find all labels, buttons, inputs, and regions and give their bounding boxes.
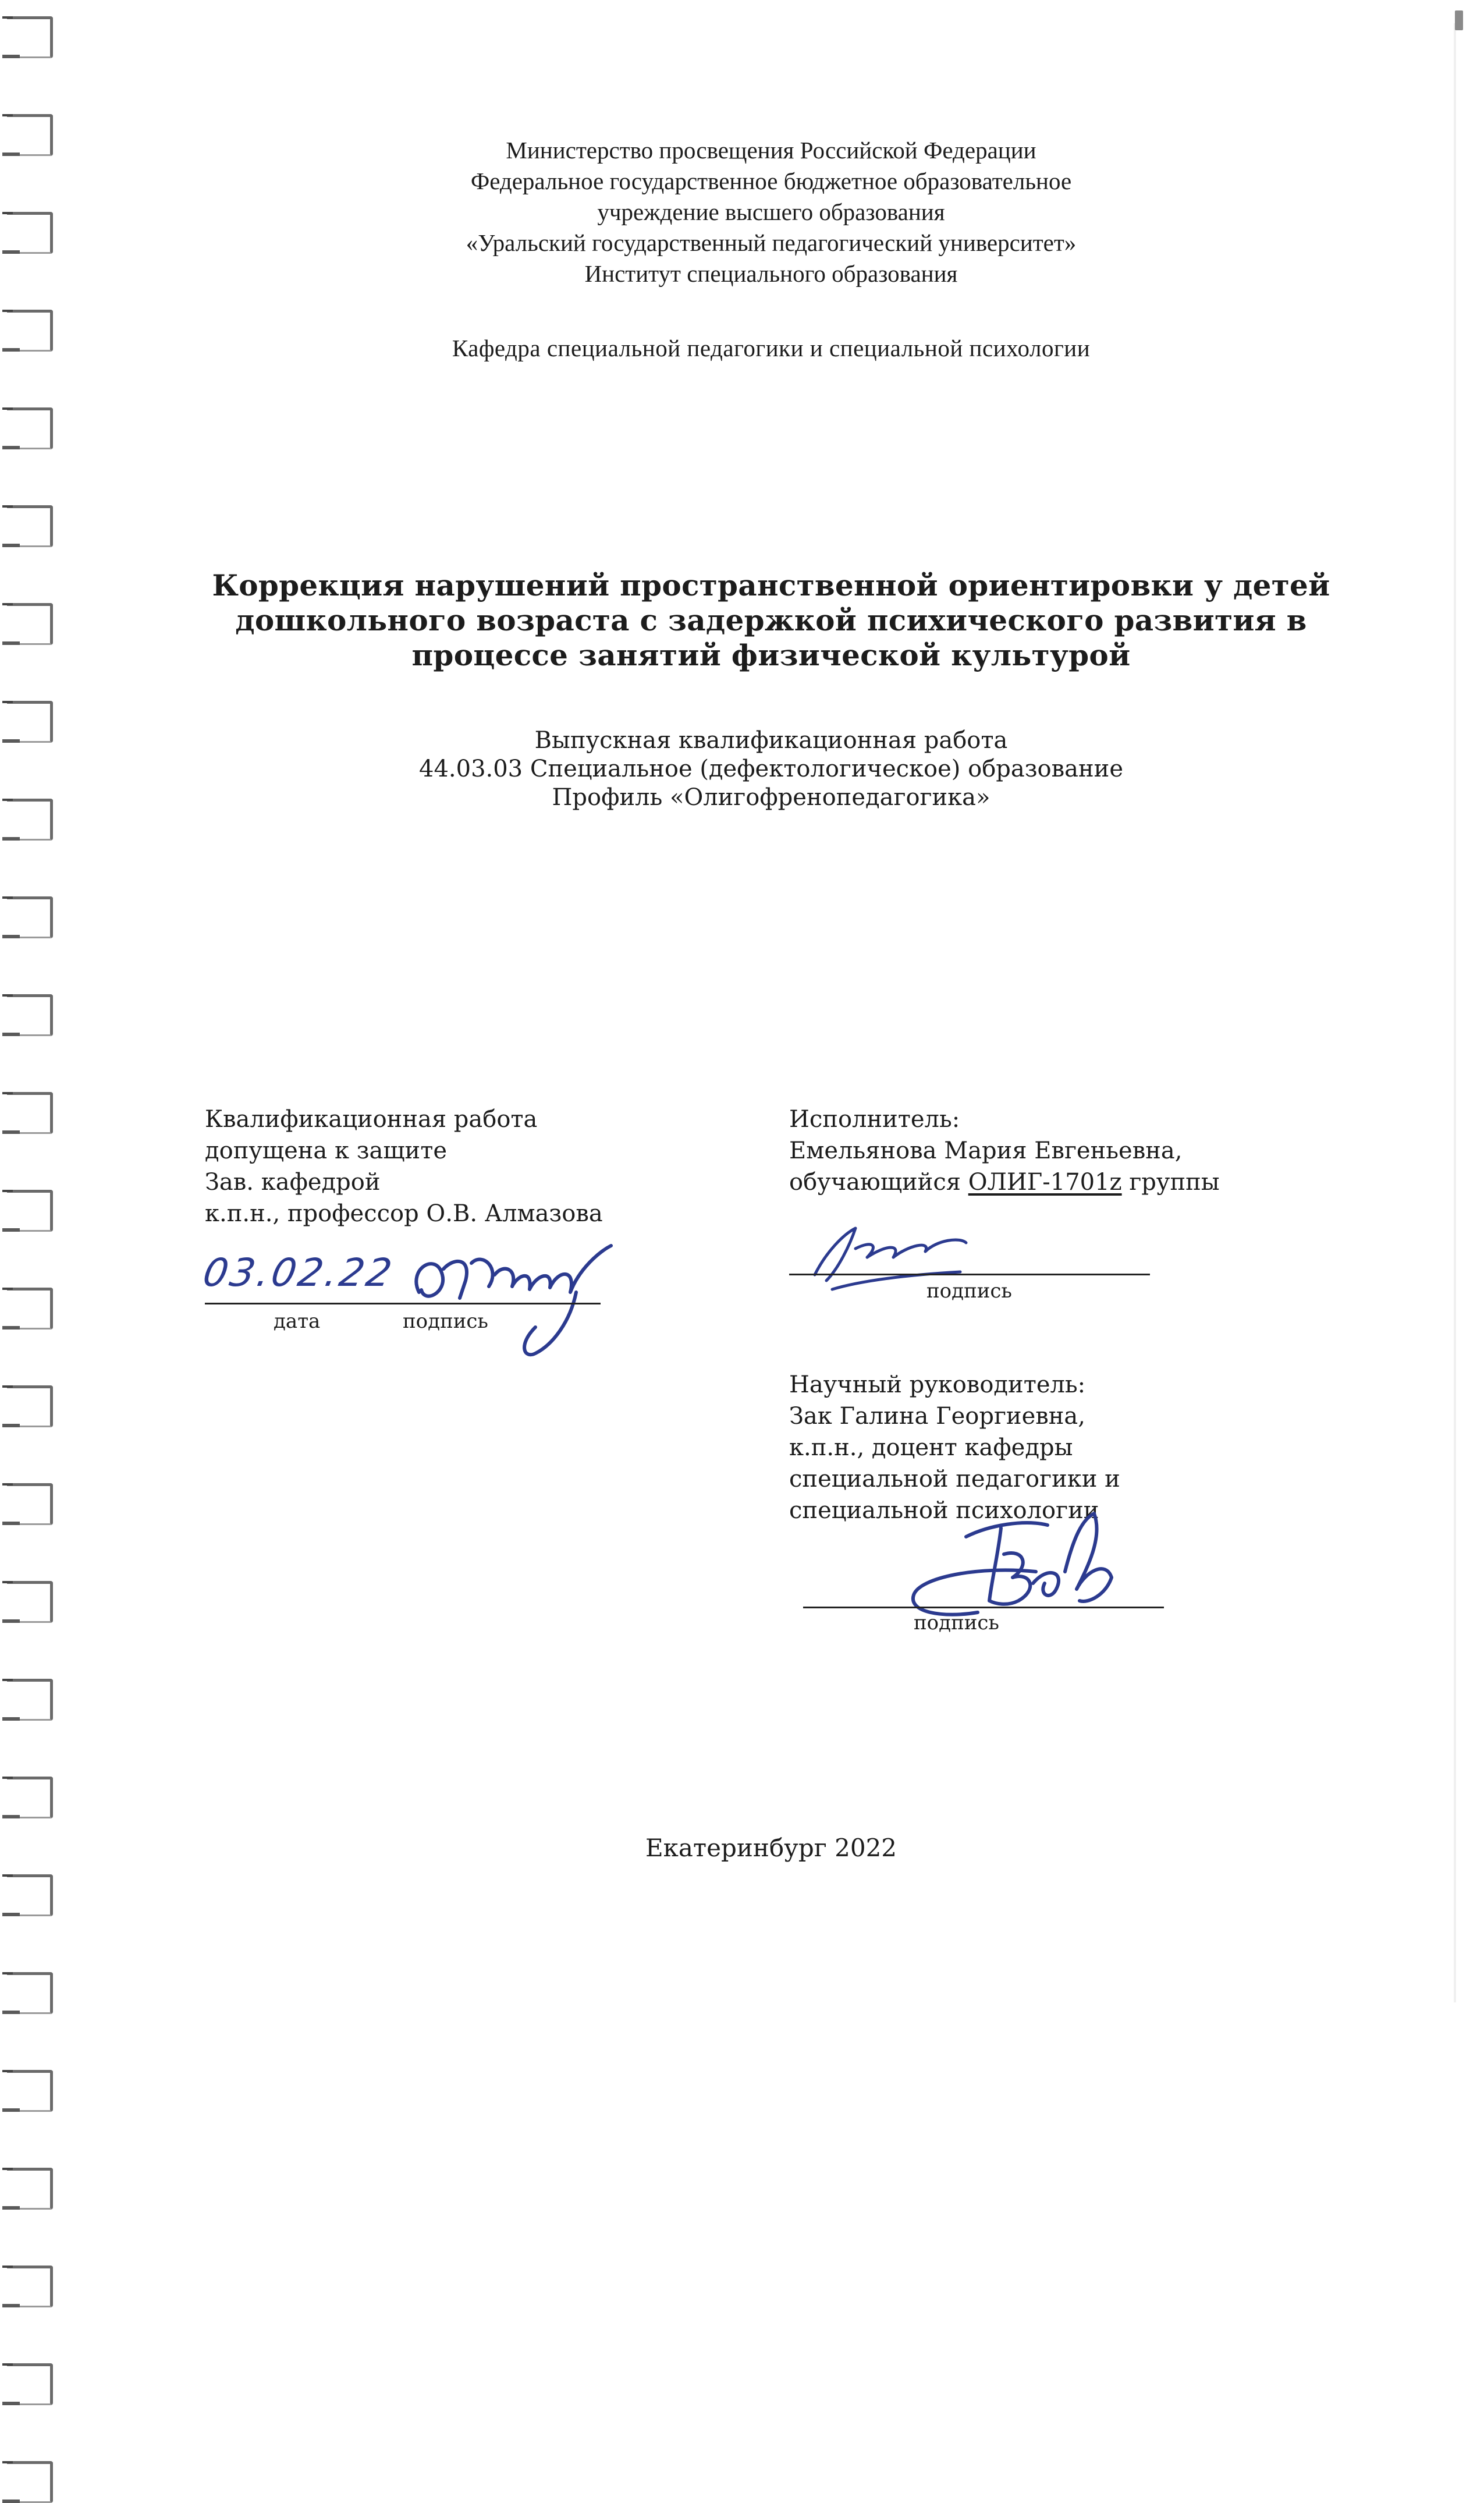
- date-caption: дата: [274, 1310, 321, 1333]
- binding-ring-icon: [7, 2266, 53, 2307]
- work-info: [175, 726, 1368, 812]
- admission-signature-line: [205, 1303, 601, 1304]
- admission-line-3: Зав. кафедрой: [205, 1169, 381, 1196]
- binding-ring-icon: [7, 1288, 53, 1330]
- binding-ring-icon: [7, 1972, 53, 2014]
- supervisor-name: Зак Галина Георгиевна,: [789, 1403, 1085, 1430]
- institution-line-2: учреждение высшего образования: [597, 198, 945, 225]
- binding-ring-icon: [7, 1092, 53, 1134]
- executor-signature-line: [789, 1274, 1150, 1275]
- executor-name: Емельянова Мария Евгеньевна,: [789, 1137, 1183, 1164]
- binding-ring-icon: [7, 701, 53, 743]
- thesis-title: [175, 568, 1368, 673]
- admission-line-4: к.п.н., профессор О.В. Алмазова: [205, 1200, 603, 1227]
- group-suffix: группы: [1129, 1169, 1220, 1196]
- binding-ring-icon: [7, 2168, 53, 2210]
- city-year: Екатеринбург 2022: [645, 1834, 897, 1862]
- spiral-binding: [0, 0, 64, 2041]
- admission-line-1: Квалификационная работа: [205, 1106, 538, 1133]
- binding-ring-icon: [7, 114, 53, 156]
- binding-ring-icon: [7, 2363, 53, 2405]
- binding-ring-icon: [7, 1483, 53, 1525]
- binding-ring-icon: [7, 16, 53, 58]
- binding-ring-icon: [7, 212, 53, 254]
- title-line-1: Коррекция нарушений пространственной ориентировки у детей: [212, 568, 1330, 602]
- title-line-2: дошкольного возраста с задержкой психического развития в: [235, 603, 1307, 637]
- header-block: [175, 135, 1368, 289]
- binding-ring-icon: [7, 407, 53, 449]
- title-line-3: процессе занятий физической культурой: [411, 638, 1131, 672]
- institute-name: Институт специального образования: [584, 260, 958, 287]
- admission-block: [205, 1104, 603, 1229]
- corner-mark: [1455, 10, 1463, 30]
- group-prefix: обучающийся: [789, 1169, 961, 1196]
- admission-line-2: допущена к защите: [205, 1137, 448, 1164]
- binding-ring-icon: [7, 603, 53, 645]
- executor-label: Исполнитель:: [789, 1106, 960, 1133]
- binding-ring-icon: [7, 799, 53, 841]
- head-signature-icon: [402, 1234, 629, 1362]
- binding-ring-icon: [7, 505, 53, 547]
- profile: Профиль «Олигофренопедагогика»: [552, 784, 990, 811]
- binding-ring-icon: [7, 994, 53, 1036]
- binding-ring-icon: [7, 1679, 53, 1721]
- binding-ring-icon: [7, 1190, 53, 1232]
- binding-ring-icon: [7, 310, 53, 352]
- binding-ring-icon: [7, 2461, 53, 2503]
- supervisor-position-2: специальной педагогики и: [789, 1466, 1120, 1492]
- supervisor-signature-caption: подпись: [914, 1611, 999, 1635]
- work-type: Выпускная квалификационная работа: [534, 727, 1008, 754]
- group-code: ОЛИГ-1701z: [968, 1169, 1122, 1196]
- university-name: «Уральский государственный педагогический университет»: [466, 229, 1077, 256]
- binding-ring-icon: [7, 1581, 53, 1623]
- department-name: Кафедра специальной педагогики и специальной психологии: [452, 335, 1091, 361]
- executor-group: [789, 1167, 1220, 1198]
- handwritten-date: 03.02.22: [200, 1250, 397, 1295]
- supervisor-signature-line: [803, 1607, 1164, 1608]
- binding-ring-icon: [7, 1777, 53, 1818]
- ministry-name: Министерство просвещения Российской Федерации: [506, 137, 1036, 164]
- binding-ring-icon: [7, 896, 53, 938]
- admission-signature-caption: подпись: [403, 1310, 488, 1333]
- page-edge-shadow: [1454, 23, 1456, 2002]
- executor-block: [789, 1104, 1220, 1198]
- institution-line-1: Федеральное государственное бюджетное образовательное: [470, 168, 1072, 194]
- binding-ring-icon: [7, 1874, 53, 1916]
- executor-signature-caption: подпись: [926, 1279, 1012, 1303]
- binding-ring-icon: [7, 2070, 53, 2112]
- specialty: 44.03.03 Специальное (дефектологическое) образование: [419, 756, 1123, 782]
- supervisor-position-1: к.п.н., доцент кафедры: [789, 1434, 1073, 1461]
- supervisor-label: Научный руководитель:: [789, 1371, 1086, 1398]
- supervisor-position-3: специальной психологии: [789, 1497, 1099, 1524]
- binding-ring-icon: [7, 1385, 53, 1427]
